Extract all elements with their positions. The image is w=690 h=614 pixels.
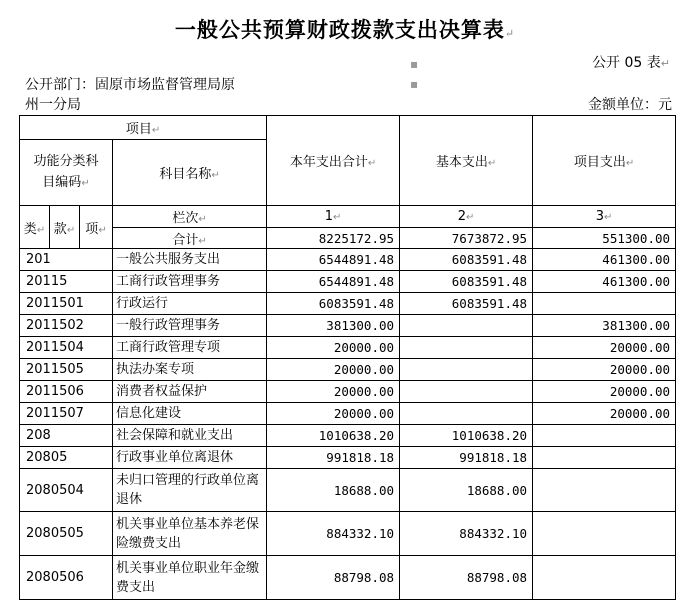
amount-total: 1010638.20 bbox=[267, 425, 400, 447]
subject-name: 机关事业单位基本养老保险缴费支出 bbox=[113, 512, 267, 556]
total-col1: 8225172.95 bbox=[267, 228, 400, 249]
amount-basic bbox=[400, 315, 533, 337]
department-line1: 公开部门：固原市场监督管理局原 bbox=[25, 77, 235, 93]
subject-name: 一般公共服务支出 bbox=[113, 249, 267, 271]
subject-name: 执法办案专项 bbox=[113, 359, 267, 381]
header-lanci: 栏次↵ bbox=[113, 206, 267, 228]
expenditure-table bbox=[19, 115, 676, 600]
subject-code: 2080504 bbox=[20, 469, 113, 512]
total-col2: 7673872.95 bbox=[400, 228, 533, 249]
amount-basic: 6083591.48 bbox=[400, 249, 533, 271]
subject-name: 一般行政管理事务 bbox=[113, 315, 267, 337]
table-row bbox=[20, 359, 676, 381]
amount-total: 20000.00 bbox=[267, 381, 400, 403]
total-label: 合计↵ bbox=[113, 228, 267, 249]
subject-name: 工商行政管理专项 bbox=[113, 337, 267, 359]
subject-name: 社会保障和就业支出 bbox=[113, 425, 267, 447]
amount-project bbox=[533, 293, 676, 315]
amount-project bbox=[533, 512, 676, 556]
amount-project: 20000.00 bbox=[533, 381, 676, 403]
subject-name: 未归口管理的行政单位离退休 bbox=[113, 469, 267, 512]
table-row bbox=[20, 381, 676, 403]
amount-basic: 991818.18 bbox=[400, 447, 533, 469]
amount-total: 6544891.48 bbox=[267, 271, 400, 293]
amount-basic: 18688.00 bbox=[400, 469, 533, 512]
amount-total: 6083591.48 bbox=[267, 293, 400, 315]
subject-code: 2080505 bbox=[20, 512, 113, 556]
table-row bbox=[20, 447, 676, 469]
amount-basic: 1010638.20 bbox=[400, 425, 533, 447]
subject-code: 20805 bbox=[20, 447, 113, 469]
column-number-2: 2↵ bbox=[400, 206, 533, 228]
amount-project: 461300.00 bbox=[533, 249, 676, 271]
amount-basic: 6083591.48 bbox=[400, 271, 533, 293]
report-title: 一般公共预算财政拨款支出决算表↵ bbox=[174, 17, 516, 42]
subject-code: 2011506 bbox=[20, 381, 113, 403]
subject-code: 20115 bbox=[20, 271, 113, 293]
table-row bbox=[20, 315, 676, 337]
table-row bbox=[20, 556, 676, 600]
header-item: 项目↵ bbox=[20, 116, 267, 140]
amount-total: 18688.00 bbox=[267, 469, 400, 512]
amount-project: 20000.00 bbox=[533, 359, 676, 381]
subject-code: 2011505 bbox=[20, 359, 113, 381]
subject-name: 消费者权益保护 bbox=[113, 381, 267, 403]
subject-name: 行政事业单位离退休 bbox=[113, 447, 267, 469]
amount-project: 20000.00 bbox=[533, 403, 676, 425]
column-number-1: 1↵ bbox=[267, 206, 400, 228]
dotted-marker: ▪ bbox=[410, 77, 419, 91]
total-col3: 551300.00 bbox=[533, 228, 676, 249]
subject-code: 2011502 bbox=[20, 315, 113, 337]
amount-project: 461300.00 bbox=[533, 271, 676, 293]
amount-project: 381300.00 bbox=[533, 315, 676, 337]
table-row bbox=[20, 403, 676, 425]
table-number: 公开 05 表↵ bbox=[592, 55, 670, 71]
header-subject: 科目名称↵ bbox=[113, 140, 267, 206]
subject-code: 208 bbox=[20, 425, 113, 447]
subject-code: 2011504 bbox=[20, 337, 113, 359]
amount-project bbox=[533, 425, 676, 447]
amount-total: 6544891.48 bbox=[267, 249, 400, 271]
header-xiang: 项↵ bbox=[80, 206, 113, 249]
header-col3: 项目支出↵ bbox=[533, 116, 676, 206]
table-row bbox=[20, 512, 676, 556]
amount-project bbox=[533, 447, 676, 469]
amount-project bbox=[533, 469, 676, 512]
amount-basic: 6083591.48 bbox=[400, 293, 533, 315]
amount-basic bbox=[400, 359, 533, 381]
amount-basic: 884332.10 bbox=[400, 512, 533, 556]
department-line2: 州一分局 bbox=[25, 97, 81, 113]
amount-unit: 金额单位：元 bbox=[588, 97, 672, 113]
amount-project: 20000.00 bbox=[533, 337, 676, 359]
subject-code: 2011501 bbox=[20, 293, 113, 315]
subject-name: 信息化建设 bbox=[113, 403, 267, 425]
header-col1: 本年支出合计↵ bbox=[267, 116, 400, 206]
subject-code: 2011507 bbox=[20, 403, 113, 425]
table-row bbox=[20, 469, 676, 512]
subject-code: 2080506 bbox=[20, 556, 113, 600]
header-kuan: 款↵ bbox=[50, 206, 80, 249]
table-row bbox=[20, 337, 676, 359]
amount-total: 20000.00 bbox=[267, 337, 400, 359]
header-col2: 基本支出↵ bbox=[400, 116, 533, 206]
amount-basic bbox=[400, 337, 533, 359]
dotted-marker: ▪ bbox=[410, 57, 419, 71]
amount-total: 88798.08 bbox=[267, 556, 400, 600]
table-row bbox=[20, 293, 676, 315]
amount-basic bbox=[400, 403, 533, 425]
amount-total: 381300.00 bbox=[267, 315, 400, 337]
amount-total: 991818.18 bbox=[267, 447, 400, 469]
header-lei: 类↵ bbox=[20, 206, 50, 249]
table-row bbox=[20, 425, 676, 447]
amount-total: 20000.00 bbox=[267, 359, 400, 381]
amount-project bbox=[533, 556, 676, 600]
header-func-code: 功能分类科目编码↵ bbox=[20, 140, 113, 206]
subject-name: 行政运行 bbox=[113, 293, 267, 315]
amount-basic bbox=[400, 381, 533, 403]
subject-name: 机关事业单位职业年金缴费支出 bbox=[113, 556, 267, 600]
subject-code: 201 bbox=[20, 249, 113, 271]
amount-total: 884332.10 bbox=[267, 512, 400, 556]
table-row bbox=[20, 249, 676, 271]
amount-total: 20000.00 bbox=[267, 403, 400, 425]
table-row bbox=[20, 271, 676, 293]
column-number-3: 3↵ bbox=[533, 206, 676, 228]
amount-basic: 88798.08 bbox=[400, 556, 533, 600]
subject-name: 工商行政管理事务 bbox=[113, 271, 267, 293]
